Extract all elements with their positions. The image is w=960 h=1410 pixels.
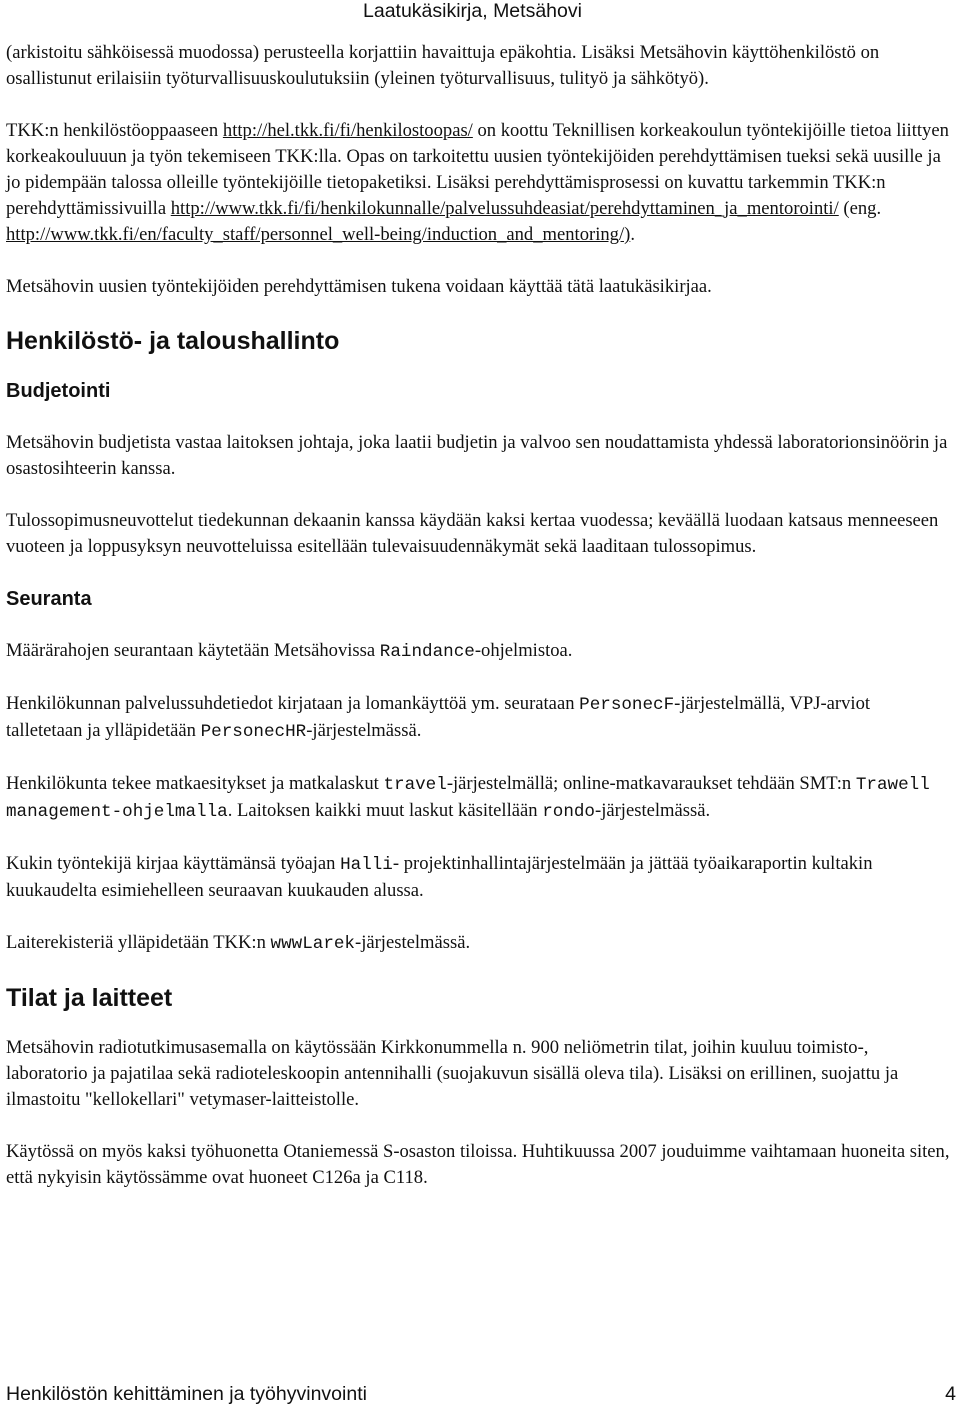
paragraph-facilities: Metsähovin radiotutkimusasemalla on käytössään Kirkkonummella n. 900 neliömetrin tilat, joihin kuuluu toimisto-, laboratorio ja pajatilaa sekä radioteleskoopin antennihalli (suojakuvun sisällä oleva tila). Lisäksi on erillinen, suojattu ja ilmastoitu "kellokellari" vetymaser-laitteistolle. [6, 1037, 899, 1110]
code-raindance: Raindance [379, 642, 475, 662]
text-run: TKK:n henkilöstöoppaaseen [6, 120, 223, 141]
text-run: Henkilökunta tekee matkaesitykset ja matkalaskut [6, 773, 384, 794]
text-run: (eng. [838, 198, 882, 219]
heading-personnel-finance: Henkilöstö- ja taloushallinto [6, 327, 340, 355]
paragraph-quality-manual: Metsähovin uusien työntekijöiden perehdyttämisen tukena voidaan käyttää tätä laatukäsikirjaa. [6, 276, 712, 297]
link-induction-fi[interactable]: http://www.tkk.fi/fi/henkilokunnalle/palvelussuhdeasiat/perehdyttaminen_ja_mentorointi/ [170, 198, 839, 219]
heading-facilities: Tilat ja laitteet [6, 984, 173, 1012]
paragraph-performance-agreement: Tulossopimusneuvottelut tiedekunnan dekaanin kanssa käydään kaksi kertaa vuodessa; keväällä luodaan katsaus menneeseen vuoteen ja loppusyksyn neuvotteluissa esitellään tulevaisuudennäkymät sekä laaditaan tulossopimus. [6, 510, 939, 557]
paragraph-offices: Käytössä on myös kaksi työhuonetta Otaniemessä S-osaston tiloissa. Huhtikuussa 2007 jouduimme vaihtamaan huoneita siten, että nykyisin käytössämme ovat huoneet C126a ja C118. [6, 1141, 950, 1188]
text-run: Laiterekisteriä ylläpidetään TKK:n [6, 932, 271, 953]
text-run: -järjestelmässä. [355, 932, 471, 953]
text-run: -järjestelmällä, VPJ-arviot talletetaan ja ylläpidetään [6, 693, 871, 741]
paragraph-budget: Metsähovin budjetista vastaa laitoksen johtaja, joka laatii budjetin ja valvoo sen noudattamista yhdessä laboratorionsinöörin ja osastosihteerin kanssa. [6, 432, 948, 479]
text-run: . [630, 224, 635, 245]
code-halli: Halli [340, 855, 393, 875]
heading-budgeting: Budjetointi [6, 380, 111, 402]
text-run: -ohjelmistoa. [474, 640, 573, 661]
heading-monitoring: Seuranta [6, 588, 92, 610]
text-run: Määrärahojen seurantaan käytetään Metsähovissa [6, 640, 380, 661]
text-run: . Laitoksen kaikki muut laskut käsitellään [227, 800, 543, 821]
paragraph-personec [6, 691, 951, 745]
document-body [6, 40, 951, 1217]
link-staff-guide[interactable]: http://hel.tkk.fi/fi/henkilostoopas/ [222, 120, 473, 141]
running-header: Laatukäsikirja, Metsähovi [363, 0, 582, 22]
paragraph-training: (arkistoitu sähköisessä muodossa) perusteella korjattiin havaittuja epäkohtia. Lisäksi Metsähovin käyttöhenkilöstö on osallistunut erilaisiin työturvallisuuskoulutuksiin (yleinen työturvallisuus, tulityö ja sähkötyö). [6, 42, 880, 89]
text-run: Kukin työntekijä kirjaa käyttämänsä työajan [6, 853, 341, 874]
text-run: -järjestelmällä; online-matkavaraukset tehdään SMT:n [446, 773, 856, 794]
paragraph-travel [6, 771, 951, 825]
text-run: Henkilökunnan palvelussuhdetiedot kirjataan ja lomankäyttöä ym. seurataan [6, 693, 580, 714]
page-number: 4 [945, 1383, 956, 1405]
text-run: -järjestelmässä. [306, 720, 422, 741]
paragraph-halli [6, 851, 951, 904]
code-personecf: PersonecF [579, 695, 675, 715]
code-wwwlarek: wwwLarek [270, 934, 355, 954]
text-run: -järjestelmässä. [595, 800, 711, 821]
code-rondo: rondo [542, 802, 595, 822]
paragraph-staff-guide [6, 118, 951, 248]
code-travel: travel [383, 775, 447, 795]
text-run: on koottu Teknillisen korkeakoulun työntekijöille tietoa liittyen korkeakouluuun ja työn tekemiseen TKK:lla. Opas on tarkoitettu uusien työntekijöiden perehdyttämisen tueksi sekä uusille ja jo pidempään talossa olleille työntekijöille tietopaketiksi. Lisäksi perehdyttämisprosessi on kuvattu tarkemmin TKK:n perehdyttämissivuilla [6, 120, 949, 219]
paragraph-wwwlarek [6, 930, 951, 957]
link-induction-en[interactable]: http://www.tkk.fi/en/faculty_staff/personnel_well-being/induction_and_mentoring/) [6, 224, 631, 245]
paragraph-raindance [6, 638, 951, 665]
footer-section-title: Henkilöstön kehittäminen ja työhyvinvointi [6, 1383, 367, 1405]
text-run: - projektinhallintajärjestelmään ja jättää työaikaraportin kultakin kuukaudelta esimiehelleen seuraavan kuukauden alussa. [6, 853, 873, 901]
code-trawell: Trawell management-ohjelmalla [6, 775, 930, 822]
code-personechr: PersonecHR [200, 722, 307, 742]
